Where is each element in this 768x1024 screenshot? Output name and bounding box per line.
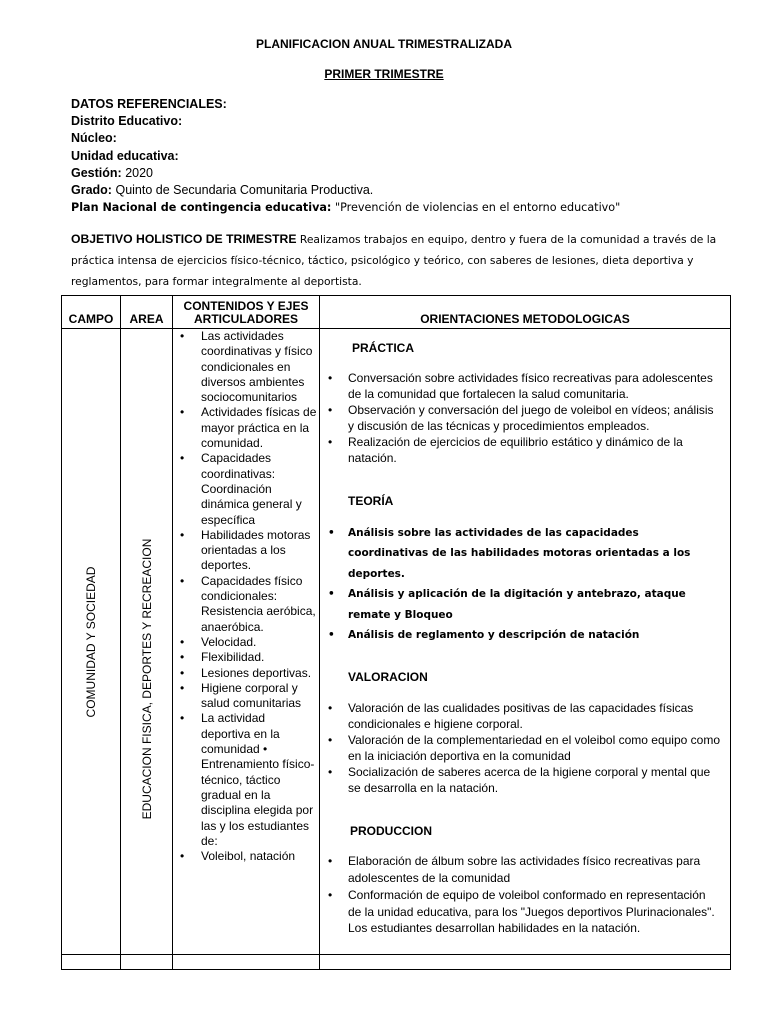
practica-list bbox=[326, 370, 722, 466]
list-item: • Las actividades coordinativas y físico condicionales en diversos ambientes sociocomunitarios bbox=[173, 329, 319, 405]
gestion-label: Gestión: bbox=[71, 165, 122, 180]
section-valoracion-title: VALORACION bbox=[348, 670, 428, 685]
header-orientaciones: ORIENTACIONES METODOLOGICAS bbox=[320, 296, 731, 329]
empty-cell bbox=[62, 955, 121, 970]
list-item: • Voleibol, natación bbox=[173, 849, 319, 864]
list-item: • Capacidades coordinativas: Coordinación dinámica general y específica bbox=[173, 451, 319, 527]
orientaciones-cell bbox=[320, 329, 731, 955]
list-item: • Análisis sobre las actividades de las capacidades coordinativas de las habilidades motoras orientadas a los deportes. bbox=[326, 523, 722, 584]
gestion-value: 2020 bbox=[125, 165, 153, 180]
list-item: • Actividades físicas de mayor práctica en la comunidad. bbox=[173, 405, 319, 451]
campo-text: COMUNIDAD Y SOCIEDAD bbox=[84, 566, 98, 717]
header-area: AREA bbox=[121, 296, 173, 329]
document-subtitle: PRIMER TRIMESTRE bbox=[324, 67, 444, 81]
list-item: • Valoración de la complementariedad en el voleibol como equipo como en la iniciación deportiva en la comunidad bbox=[326, 732, 722, 764]
nucleo-label: Núcleo: bbox=[71, 131, 117, 146]
plan-value: "Prevención de violencias en el entorno educativo" bbox=[334, 201, 621, 215]
produccion-list bbox=[326, 853, 722, 937]
empty-cell bbox=[320, 955, 731, 970]
objetivo-holistico bbox=[71, 229, 735, 292]
list-item: • Socialización de saberes acerca de la higiene corporal y mental que se desarrolla en la natación. bbox=[326, 764, 722, 796]
list-item: • Valoración de las cualidades positivas de las capacidades físicas condicionales e higiene corporal. bbox=[326, 700, 722, 732]
table-header-row bbox=[62, 296, 731, 329]
list-item: • Elaboración de álbum sobre las actividades físico recreativas para adolescentes de la comunidad bbox=[326, 853, 722, 886]
empty-cell bbox=[173, 955, 320, 970]
ref-heading: DATOS REFERENCIALES: bbox=[71, 97, 227, 111]
list-item: • Realización de ejercicios de equilibrio estático y dinámico de la natación. bbox=[326, 434, 722, 466]
contenidos-list bbox=[173, 329, 319, 864]
contenidos-cell bbox=[173, 329, 320, 955]
table-row-empty bbox=[62, 955, 731, 970]
list-item: • Higiene corporal y salud comunitarias bbox=[173, 681, 319, 712]
list-item: • Análisis de reglamento y descripción de natación bbox=[326, 625, 722, 645]
section-practica-title: PRÁCTICA bbox=[352, 341, 414, 355]
section-teoria-title: TEORÍA bbox=[348, 494, 394, 508]
distrito-label: Distrito Educativo: bbox=[71, 114, 183, 129]
campo-cell bbox=[62, 329, 121, 955]
list-item: • Análisis y aplicación de la digitación y antebrazo, ataque remate y Bloqueo bbox=[326, 584, 722, 625]
list-item: • Observación y conversación del juego de voleibol en vídeos; análisis y discusión de las técnicas y procedimientos empleados. bbox=[326, 402, 722, 434]
list-item: • La actividad deportiva en la comunidad • Entrenamiento físico-técnico, táctico gradual en la disciplina elegida por las y los estudiantes de: bbox=[173, 711, 319, 849]
objetivo-text: Realizamos trabajos en equipo, dentro y fuera de la comunidad a través de la práctica intensa de ejercicios físico-técnico, táctico, psicológico y teórico, con saberes de lesiones, dieta deportiva y reglamentos, para formar integralmente al deportista. bbox=[71, 233, 717, 288]
list-item: • Capacidades físico condicionales: Resistencia aeróbica, anaeróbica. bbox=[173, 574, 319, 635]
header-campo: CAMPO bbox=[62, 296, 121, 329]
list-item: • Flexibilidad. bbox=[173, 650, 319, 665]
unidad-label: Unidad educativa: bbox=[71, 148, 179, 163]
plan-label: Plan Nacional de contingencia educativa: bbox=[71, 201, 332, 215]
objetivo-label: OBJETIVO HOLISTICO DE TRIMESTRE bbox=[71, 232, 297, 246]
list-item: • Conversación sobre actividades físico recreativas para adolescentes de la comunidad que fortalecen la salud comunitaria. bbox=[326, 370, 722, 402]
valoracion-list bbox=[326, 700, 722, 796]
empty-cell bbox=[121, 955, 173, 970]
datos-referenciales bbox=[71, 96, 620, 216]
grado-value: Quinto de Secundaria Comunitaria Productiva. bbox=[115, 183, 374, 198]
list-item: • Velocidad. bbox=[173, 635, 319, 650]
header-contenidos: CONTENIDOS Y EJES ARTICULADORES bbox=[173, 296, 320, 329]
list-item: • Conformación de equipo de voleibol conformado en representación de la unidad educativa, para los "Juegos deportivos Plurinacionales". Los estudiantes desarrollan habilidades en la natación. bbox=[326, 887, 722, 937]
list-item: • Habilidades motoras orientadas a los deportes. bbox=[173, 528, 319, 574]
planning-table bbox=[61, 295, 731, 970]
document-title: PLANIFICACION ANUAL TRIMESTRALIZADA bbox=[256, 37, 512, 51]
section-produccion-title: PRODUCCION bbox=[350, 824, 433, 839]
table-row bbox=[62, 329, 731, 955]
teoria-list bbox=[326, 523, 722, 645]
area-cell bbox=[121, 329, 173, 955]
area-text: EDUCACION FISICA, DEPORTES Y RECREACION bbox=[139, 538, 154, 820]
list-item: • Lesiones deportivas. bbox=[173, 666, 319, 681]
grado-label: Grado: bbox=[71, 183, 112, 198]
